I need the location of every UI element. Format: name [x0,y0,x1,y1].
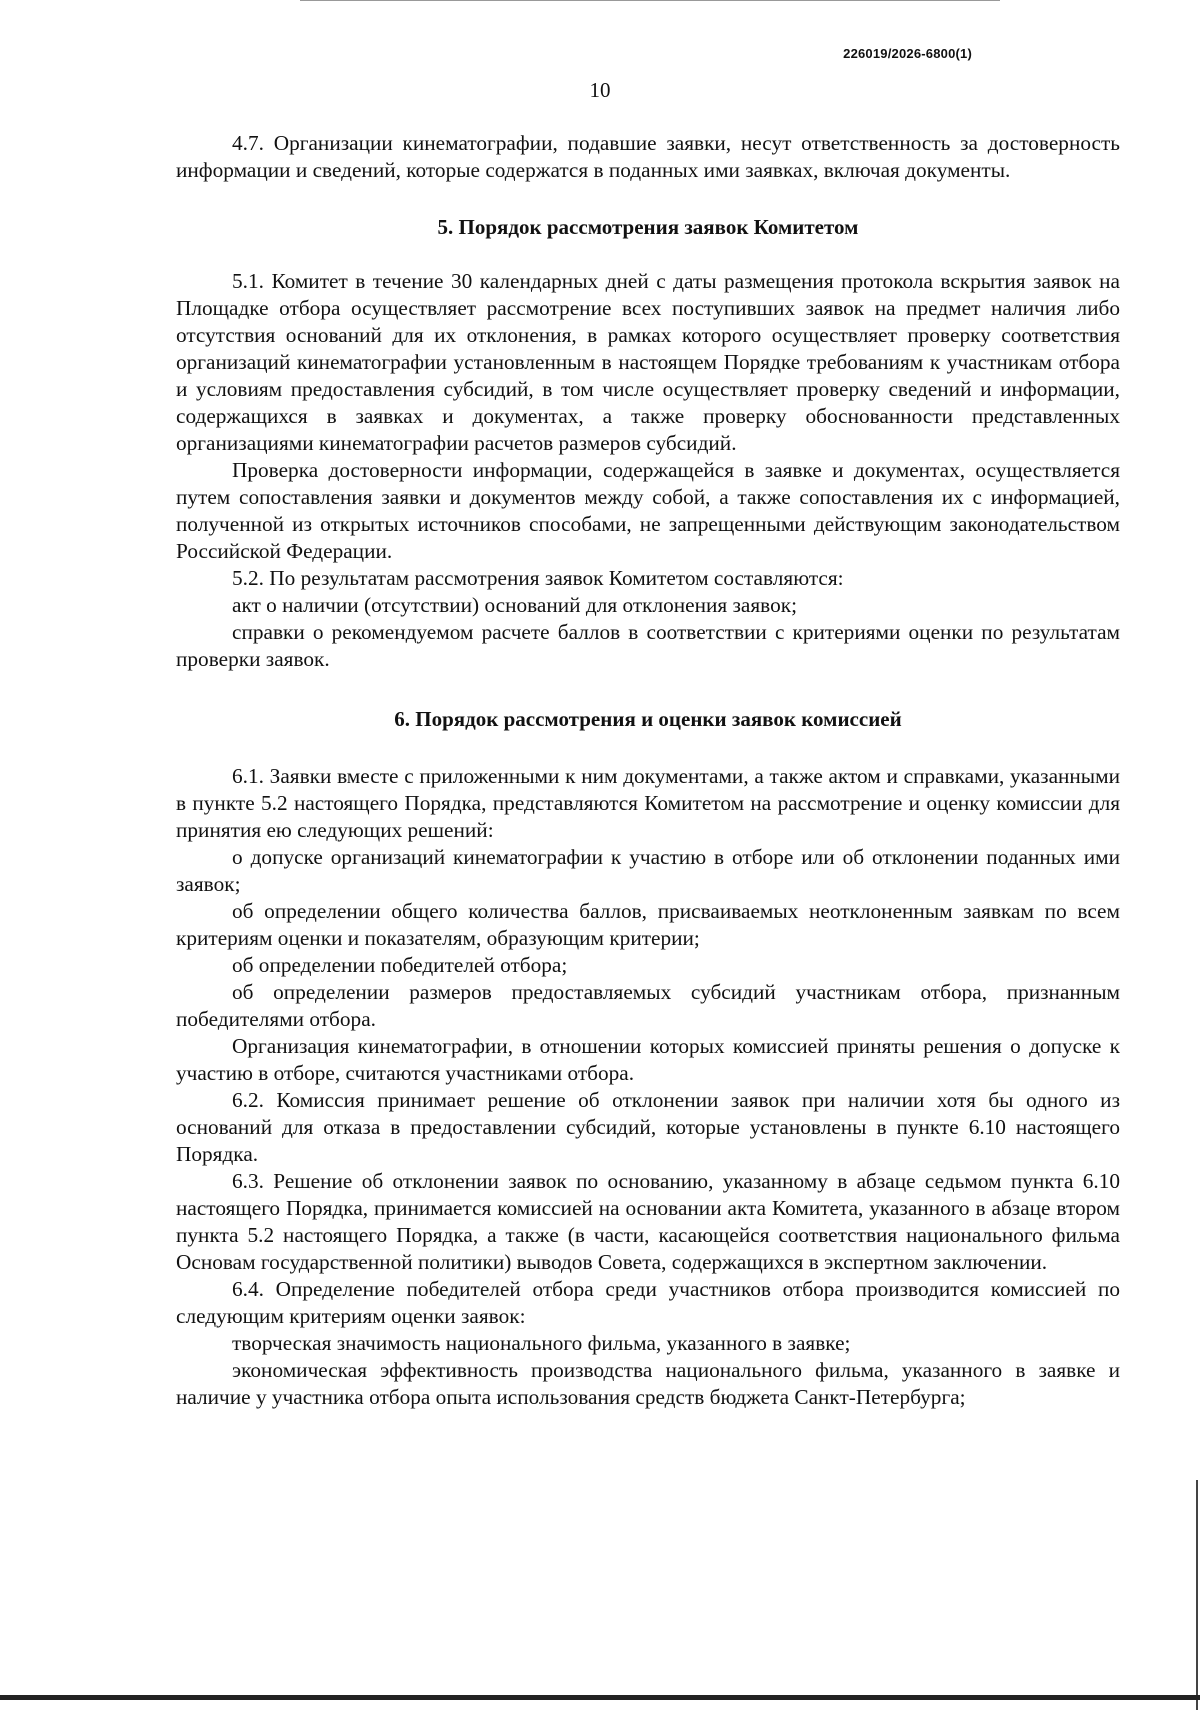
paragraph: Организация кинематографии, в отношении которых комиссией приняты решения о допуске к участию в отборе, считаются участниками отбора. [176,1034,1120,1085]
paragraph-6-2: 6.2. Комиссия принимает решение об отклонении заявок при наличии хотя бы одного из оснований для отказа в предоставлении субсидий, которые установлены в пункте 6.10 настоящего Порядка. [176,1088,1120,1166]
document-number: 226019/2026-6800(1) [843,46,972,61]
paragraph: Проверка достоверности информации, содержащейся в заявке и документах, осуществляется путем сопоставления заявки и документов между собой, а также сопоставления их с информацией, полученной из открытых источников способами, не запрещенными действующим законодательством Российской Федерации. [176,458,1120,563]
paragraph-5-1: 5.1. Комитет в течение 30 календарных дней с даты размещения протокола вскрытия заявок на Площадке отбора осуществляет рассмотрение всех поступивших заявок на предмет наличия либо отсутствия оснований для их отклонения, в рамках которого осуществляет проверку соответствия организаций кинематографии установленным в настоящем Порядке требованиям к участникам отбора и условиям предоставления субсидий, в том числе осуществляет проверку сведений и информации, содержащихся в заявках и документах, а также проверку обоснованности представленных организациями кинематографии расчетов размеров субсидий. [176,269,1120,455]
list-item: творческая значимость национального фильма, указанного в заявке; [232,1331,851,1355]
list-item: об определении общего количества баллов, присваиваемых неотклоненным заявкам по всем критериям оценки и показателям, образующим критерии; [176,899,1120,950]
scan-edge-line [1196,1480,1198,1710]
paragraph-6-4: 6.4. Определение победителей отбора среди участников отбора производится комиссией по следующим критериям оценки заявок: [176,1277,1120,1328]
paragraph-4-7: 4.7. Организации кинематографии, подавшие заявки, несут ответственность за достоверность информации и сведений, которые содержатся в поданных ими заявках, включая документы. [176,131,1120,182]
paragraph-6-3: 6.3. Решение об отклонении заявок по основанию, указанному в абзаце седьмом пункта 6.10 настоящего Порядка, принимается комиссией на основании акта Комитета, указанного в абзаце втором пункта 5.2 настоящего Порядка, а также (в части, касающейся соответствия национального фильма Основам государственной политики) выводов Совета, содержащихся в экспертном заключении. [176,1169,1120,1274]
scan-edge-line [300,0,1000,1]
section-6-heading: 6. Порядок рассмотрения и оценки заявок комиссией [394,707,902,731]
paragraph-5-2: 5.2. По результатам рассмотрения заявок Комитетом составляются: [232,566,844,590]
list-item: об определении размеров предоставляемых субсидий участникам отбора, признанным победителями отбора. [176,980,1120,1031]
section-5-heading: 5. Порядок рассмотрения заявок Комитетом [437,215,859,239]
scan-edge-line [0,1695,1200,1700]
page-number: 10 [589,78,611,102]
list-item: справки о рекомендуемом расчете баллов в соответствии с критериями оценки по результатам проверки заявок. [176,620,1120,671]
list-item: акт о наличии (отсутствии) оснований для отклонения заявок; [232,593,798,617]
document-body [176,130,1120,1411]
list-item: о допуске организаций кинематографии к участию в отборе или об отклонении поданных ими заявок; [176,845,1120,896]
paragraph-6-1: 6.1. Заявки вместе с приложенными к ним документами, а также актом и справками, указанными в пункте 5.2 настоящего Порядка, представляются Комитетом на рассмотрение и оценку комиссии для принятия ею следующих решений: [176,764,1120,842]
list-item: экономическая эффективность производства национального фильма, указанного в заявке и наличие у участника отбора опыта использования средств бюджета Санкт-Петербурга; [176,1358,1120,1409]
list-item: об определении победителей отбора; [232,953,568,977]
